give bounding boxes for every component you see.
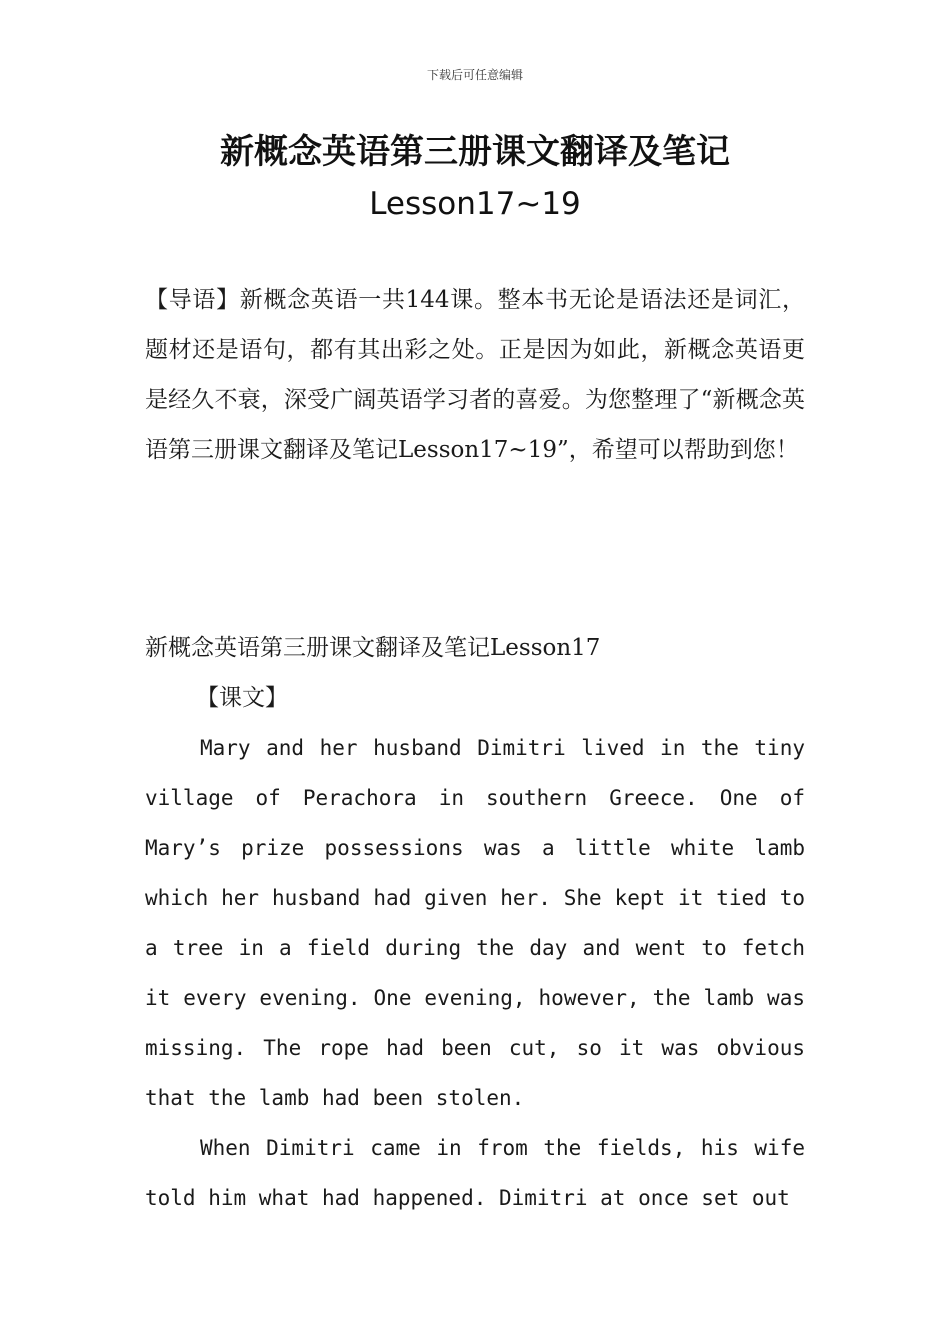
title-line-2: Lesson17~19 xyxy=(369,186,581,222)
text-heading: 【课文】 xyxy=(196,685,288,711)
lesson-body xyxy=(145,723,805,1223)
intro-paragraph: 【导语】新概念英语一共144课。整本书无论是语法还是词汇，题材还是语句，都有其出彩之处。正是因为如此，新概念英语更是经久不衰，深受广阔英语学习者的喜爱。为您整理了“新概念英语第三册课文翻译及笔记Lesson17~19”，希望可以帮助到您！ xyxy=(145,287,805,463)
body-paragraph-1: Mary and her husband Dimitri lived in the tiny village of Perachora in southern Greece. One of Mary’s prize possessions was a little white lamb which her husband had given her. She kept it tied to a tree in a field during the day and went to fetch it every evening. One evening, however, the lamb was missing. The rope had been cut, so it was obvious that the lamb had been stolen. xyxy=(145,736,805,1110)
body-paragraph-2: When Dimitri came in from the fields, his wife told him what had happened. Dimitri at once set out xyxy=(145,1136,805,1210)
section-title: 新概念英语第三册课文翻译及笔记Lesson17 xyxy=(145,635,601,661)
page-title xyxy=(0,126,950,230)
title-line-1: 新概念英语第三册课文翻译及笔记 xyxy=(220,132,730,172)
header-note: 下载后可任意编辑 xyxy=(426,68,523,82)
